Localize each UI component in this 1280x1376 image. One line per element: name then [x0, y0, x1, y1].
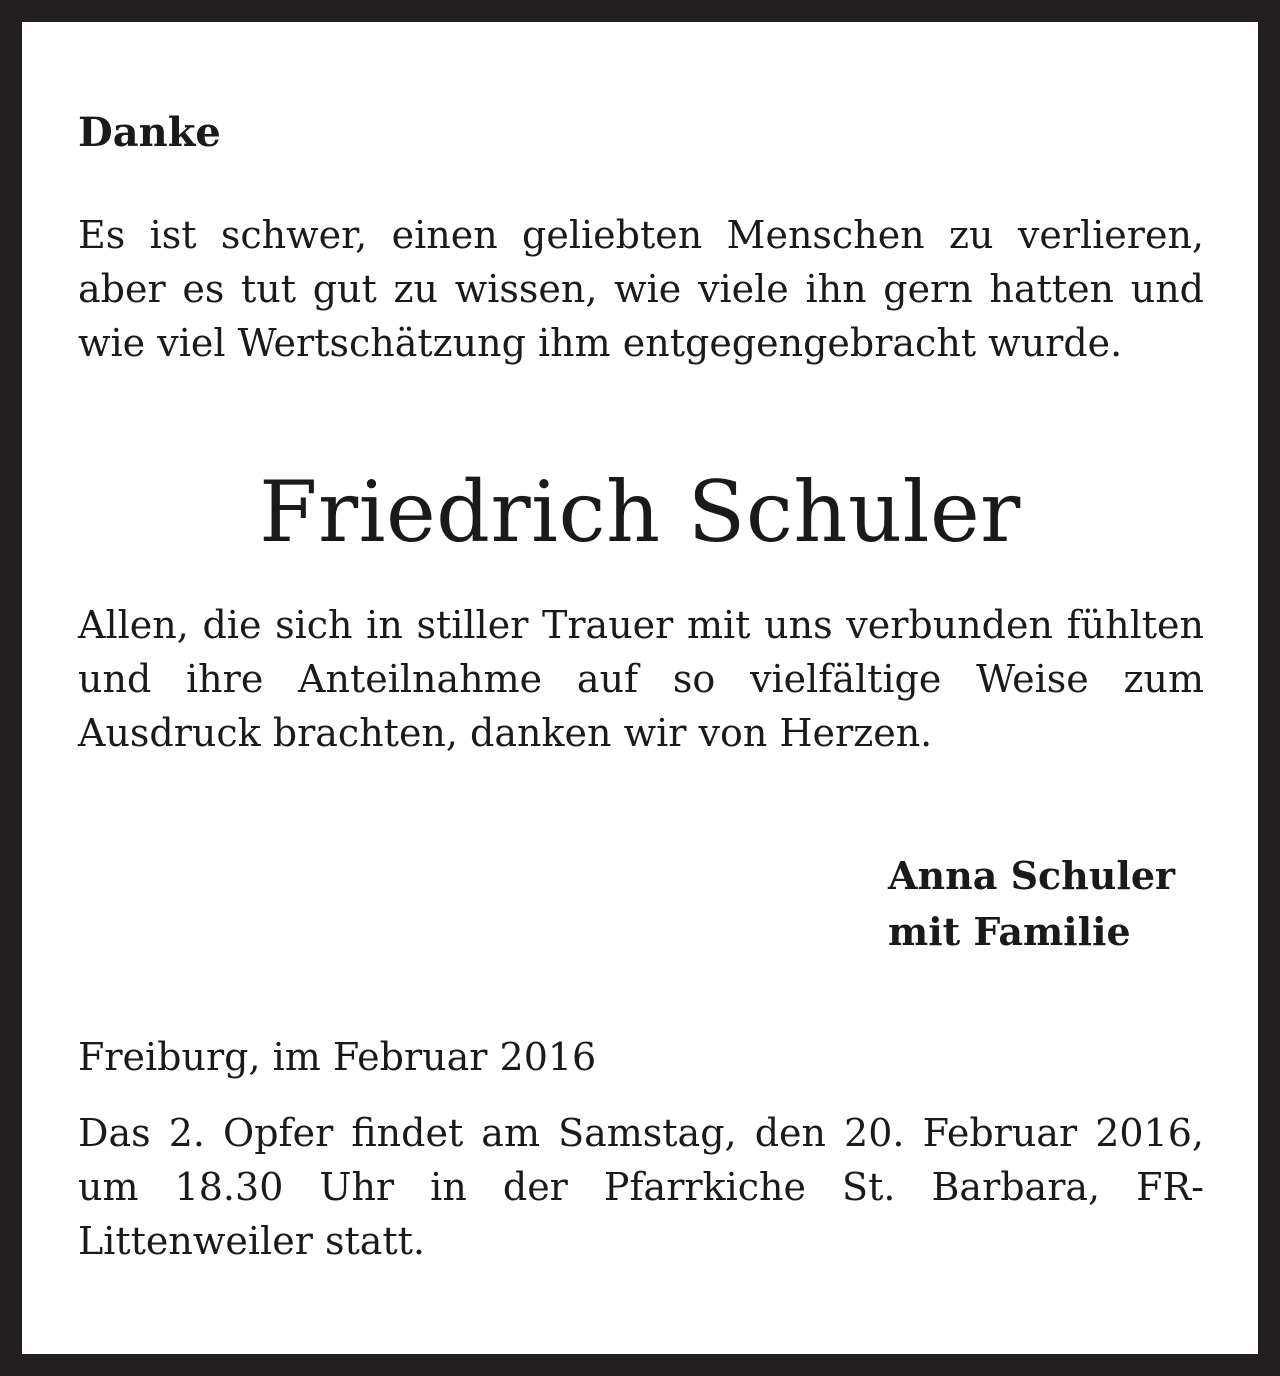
service-info: Das 2. Opfer findet am Samstag, den 20. Februar 2016, um 18.30 Uhr in der Pfarrkiche St. Barbara, FR-Littenweiler statt. — [78, 1111, 1204, 1263]
signature — [888, 848, 1175, 960]
obituary-notice — [22, 22, 1258, 1354]
notice-heading: Danke — [78, 109, 221, 156]
signature-family: mit Familie — [888, 909, 1131, 954]
thanks-paragraph: Allen, die sich in stiller Trauer mit uns verbunden fühlten und ihre Anteilnahme auf so vielfältige Weise zum Ausdruck brachten, danken wir von Herzen. — [78, 603, 1204, 755]
deceased-name: Friedrich Schuler — [259, 463, 1021, 561]
intro-paragraph: Es ist schwer, einen geliebten Menschen zu verlieren, aber es tut gut zu wissen, wie viele ihn gern hatten und wie viel Wertschätzung ihm entgegengebracht wurde. — [78, 213, 1204, 365]
place-and-date: Freiburg, im Februar 2016 — [78, 1035, 597, 1079]
signature-name: Anna Schuler — [888, 853, 1176, 898]
